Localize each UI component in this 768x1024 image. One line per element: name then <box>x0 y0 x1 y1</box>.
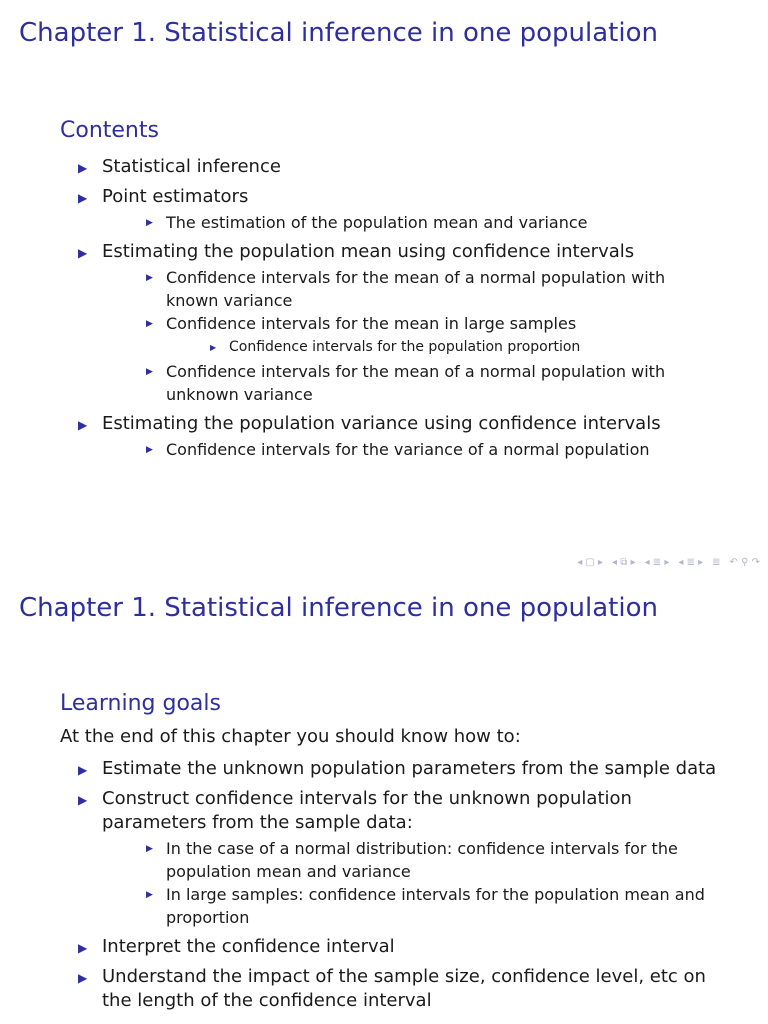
toc-item[interactable]: ▶ Estimating the population mean using confidence intervals ▶ Confidence intervals for the mean of a normal population with known variance ▶ Confidence intervals for the mean in large samples ▶ Confidence intervals for the population proportion ▶ Confidence intervals for the mean of a normal population with unknown variance <box>78 240 718 406</box>
bullet-triangle-icon: ▶ <box>146 445 153 455</box>
goal-subitem: ▶ In large samples: confidence intervals for the population mean and proportion <box>146 885 705 927</box>
bullet-triangle-icon: ▶ <box>78 418 88 432</box>
goal-item: ▶ Estimate the unknown population parameters from the sample data <box>78 757 718 781</box>
contents-list <box>78 155 718 467</box>
toc-subitem[interactable]: ▶ The estimation of the population mean and variance <box>146 211 718 234</box>
toc-item[interactable]: ▶ Statistical inference <box>78 155 718 179</box>
bullet-triangle-icon: ▶ <box>78 793 88 807</box>
bullet-triangle-icon: ▶ <box>146 844 153 854</box>
toc-subitem[interactable]: ▶ Confidence intervals for the mean of a normal population with unknown variance <box>146 362 666 404</box>
slide-learning-goals <box>0 575 768 1024</box>
nav-subsection-arrows-icon[interactable]: ◂ ≣ ▸ <box>678 556 704 568</box>
nav-search-icon[interactable]: ↶ ⚲ ↷ <box>729 556 760 568</box>
goal-item: ▶ Understand the impact of the sample size, confidence level, etc on the length of the confidence interval <box>78 966 706 1011</box>
bullet-triangle-icon: ▶ <box>146 273 153 283</box>
toc-subitem[interactable]: ▶ Confidence intervals for the variance of a normal population <box>146 438 718 461</box>
bullet-triangle-icon: ▶ <box>146 890 153 900</box>
bullet-triangle-icon: ▶ <box>78 941 88 955</box>
bullet-triangle-icon: ▶ <box>78 246 88 260</box>
nav-align-icon[interactable]: ≣ <box>712 556 721 568</box>
toc-item[interactable]: ▶ Estimating the population variance using confidence intervals ▶ Confidence intervals for the variance of a normal population <box>78 412 718 461</box>
toc-subitem[interactable]: ▶ Confidence intervals for the mean in large samples ▶ Confidence intervals for the population proportion <box>146 312 718 357</box>
bullet-triangle-icon: ▶ <box>210 343 217 352</box>
bullet-triangle-icon: ▶ <box>78 191 88 205</box>
goal-subitem: ▶ In the case of a normal distribution: confidence intervals for the population mean and variance <box>146 839 678 881</box>
goals-list <box>78 757 718 1019</box>
bullet-triangle-icon: ▶ <box>78 161 88 175</box>
bullet-triangle-icon: ▶ <box>146 319 153 329</box>
toc-item[interactable]: ▶ Point estimators ▶ The estimation of the population mean and variance <box>78 185 718 234</box>
intro-text: At the end of this chapter you should know how to: <box>60 726 521 747</box>
nav-subsection-icon[interactable]: ◂ ⧉ ▸ <box>612 556 636 568</box>
bullet-triangle-icon: ▶ <box>146 218 153 228</box>
goal-item: ▶ Interpret the confidence interval <box>78 935 718 959</box>
bullet-triangle-icon: ▶ <box>78 763 88 777</box>
nav-section-icon[interactable]: ◂ ≣ ▸ <box>644 556 670 568</box>
contents-heading: Contents <box>60 118 159 143</box>
bullet-triangle-icon: ▶ <box>78 971 88 985</box>
toc-subitem[interactable]: ▶ Confidence intervals for the mean of a normal population with known variance <box>146 268 666 310</box>
beamer-nav-bar <box>577 552 760 572</box>
goal-item: ▶ Construct confidence intervals for the unknown population parameters from the sample data: ▶ In the case of a normal distribution: confidence intervals for the population mean and variance ▶ In large samples: confidence intervals for the population mean and proportion <box>78 787 718 929</box>
slide-title: Chapter 1. Statistical inference in one population <box>19 593 658 623</box>
toc-subsubitem[interactable]: ▶ Confidence intervals for the population proportion <box>210 337 718 357</box>
slide-title: Chapter 1. Statistical inference in one population <box>19 18 658 48</box>
bullet-triangle-icon: ▶ <box>146 367 153 377</box>
learning-goals-heading: Learning goals <box>60 691 221 716</box>
nav-frame-icon[interactable]: ◂ ▢ ▸ <box>577 556 604 568</box>
